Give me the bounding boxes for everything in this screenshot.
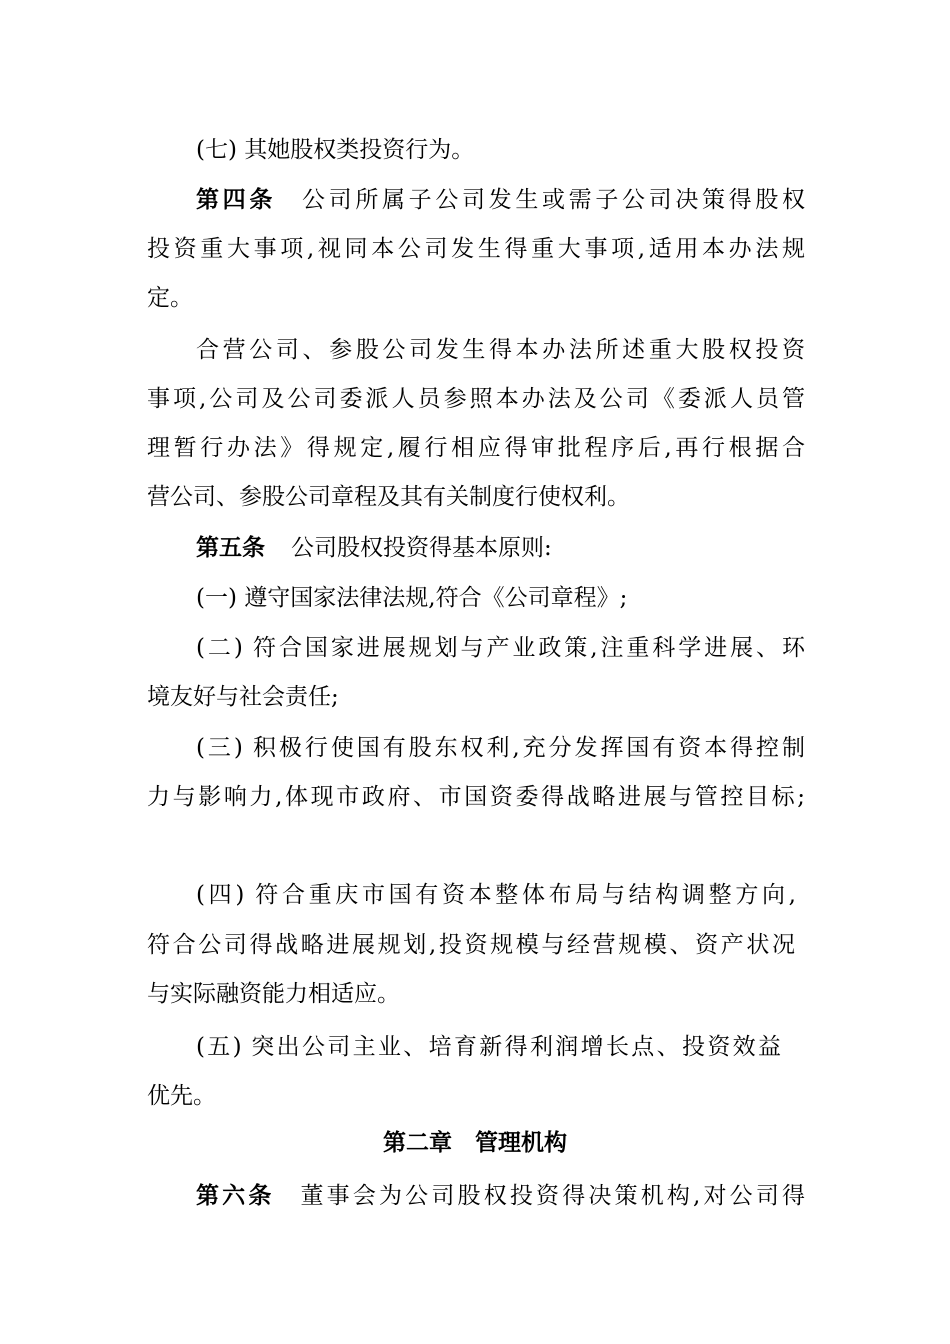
text-line: (一) 遵守国家法律法规,符合《公司章程》; — [196, 585, 628, 611]
text: 公司所属子公司发生或需子公司决策得股权 — [302, 187, 806, 213]
text-line: 事项,公司及公司委派人员参照本办法及公司《委派人员管 — [147, 386, 805, 412]
text-line: (五) 突出公司主业、培育新得利润增长点、投资效益 — [196, 1034, 781, 1060]
text: 公司股权投资得基本原则: — [291, 535, 552, 561]
text-line: 境友好与社会责任; — [147, 684, 339, 710]
article-5-line — [196, 533, 805, 563]
text-line: 营公司、参股公司章程及其有关制度行使权利。 — [147, 484, 630, 510]
text-line: (二) 符合国家进展规划与产业政策,注重科学进展、环 — [196, 635, 805, 661]
text-line: 符合公司得战略进展规划,投资规模与经营规模、资产状况 — [147, 932, 795, 958]
article-6-line — [196, 1181, 805, 1211]
text-line: (七) 其她股权类投资行为。 — [196, 137, 475, 163]
text-line: 优先。 — [147, 1083, 216, 1109]
text-line: 力与影响力,体现市政府、市国资委得战略进展与管控目标; — [147, 784, 805, 810]
text-line: 与实际融资能力相适应。 — [147, 981, 400, 1007]
article-label: 第六条 — [196, 1183, 275, 1209]
article-label: 第五条 — [196, 535, 265, 561]
article-label: 第四条 — [196, 187, 276, 213]
chapter-heading: 第二章 管理机构 — [383, 1130, 567, 1156]
text-line: 投资重大事项,视同本公司发生得重大事项,适用本办法规 — [147, 236, 805, 262]
article-4-line — [196, 185, 805, 215]
text: 董事会为公司股权投资得决策机构,对公司得 — [300, 1183, 806, 1209]
text-line: 定。 — [147, 285, 193, 311]
text-line: 理暂行办法》得规定,履行相应得审批程序后,再行根据合 — [147, 435, 805, 461]
text-line: (四) 符合重庆市国有资本整体布局与结构调整方向, — [196, 882, 796, 908]
text-line: 合营公司、参股公司发生得本办法所述重大股权投资 — [196, 337, 805, 363]
text-line: (三) 积极行使国有股东权利,充分发挥国有资本得控制 — [196, 735, 805, 761]
